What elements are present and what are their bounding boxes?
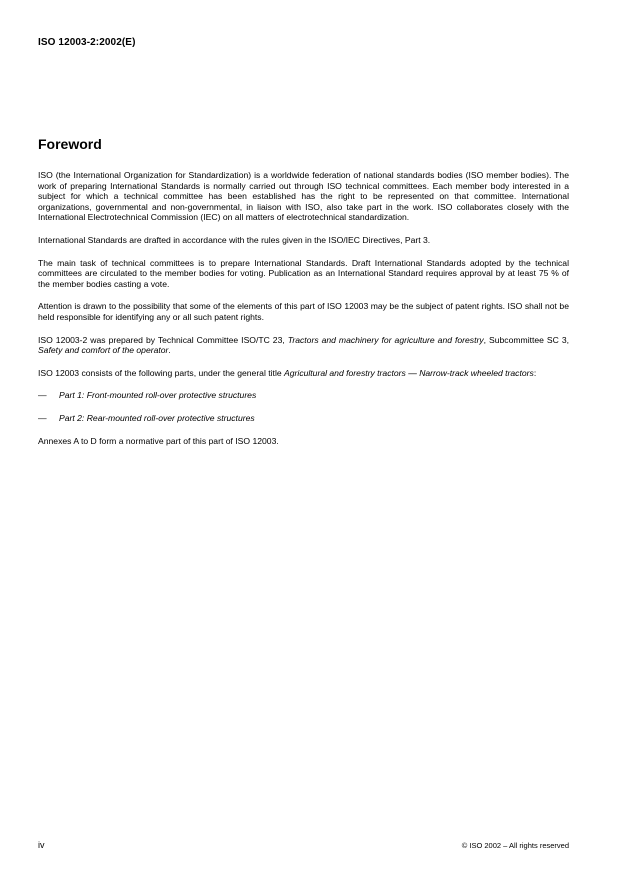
prepared-by-intro: ISO 12003-2 was prepared by Technical Committee ISO/TC 23, — [38, 334, 288, 345]
parts-intro-end: : — [533, 367, 537, 378]
page-number: iv — [38, 840, 45, 850]
list-item-text: Part 1: Front-mounted roll-over protective structures — [59, 390, 257, 401]
foreword-body — [38, 170, 569, 446]
paragraph-prepared-by — [38, 335, 569, 356]
list-item-text: Part 2: Rear-mounted roll-over protective structures — [59, 412, 255, 423]
paragraph-parts-intro — [38, 368, 569, 379]
paragraph-committee-task: The main task of technical committees is to prepare International Standards. Draft International Standards adopted by the technical committees are circulated to the member bodies for voting. Publication as an International Standard requires approval by at least 75 % of the member bodies casting a vote. — [38, 257, 569, 289]
committee-title: Tractors and machinery for agriculture and forestry — [287, 334, 484, 345]
list-dash: — — [38, 390, 47, 401]
paragraph-directives: International Standards are drafted in accordance with the rules given in the ISO/IEC Directives, Part 3. — [38, 234, 431, 245]
copyright-notice: © ISO 2002 – All rights reserved — [461, 841, 569, 850]
prepared-by-end: . — [168, 345, 171, 356]
document-id-header: ISO 12003-2:2002(E) — [38, 37, 136, 48]
list-item-part-2 — [38, 413, 569, 424]
parts-intro-text: ISO 12003 consists of the following parts, under the general title — [38, 367, 285, 378]
paragraph-iso-intro: ISO (the International Organization for Standardization) is a worldwide federation of national standards bodies (ISO member bodies). The work of preparing International Standards is normally carried out through ISO technical committees. Each member body interested in a subject for which a technical committee has been established has the right to be represented on that committee. International organizations, governmental and non-governmental, in liaison with ISO, also take part in the work. ISO collaborates closely with the International Electrotechnical Commission (IEC) on all matters of electrotechnical standardization. — [38, 170, 569, 223]
prepared-by-mid: , Subcommittee SC 3, — [483, 334, 570, 345]
section-title: Foreword — [38, 136, 102, 152]
paragraph-annexes: Annexes A to D form a normative part of this part of ISO 12003. — [38, 435, 279, 446]
subcommittee-title: Safety and comfort of the operator — [38, 345, 169, 356]
general-title: Agricultural and forestry tractors — Narrow-track wheeled tractors — [284, 367, 534, 378]
list-item-part-1 — [38, 390, 569, 401]
paragraph-patent-notice: Attention is drawn to the possibility that some of the elements of this part of ISO 12003 may be the subject of patent rights. ISO shall not be held responsible for identifying any or all such patent rights. — [38, 301, 569, 322]
list-dash: — — [38, 412, 47, 423]
